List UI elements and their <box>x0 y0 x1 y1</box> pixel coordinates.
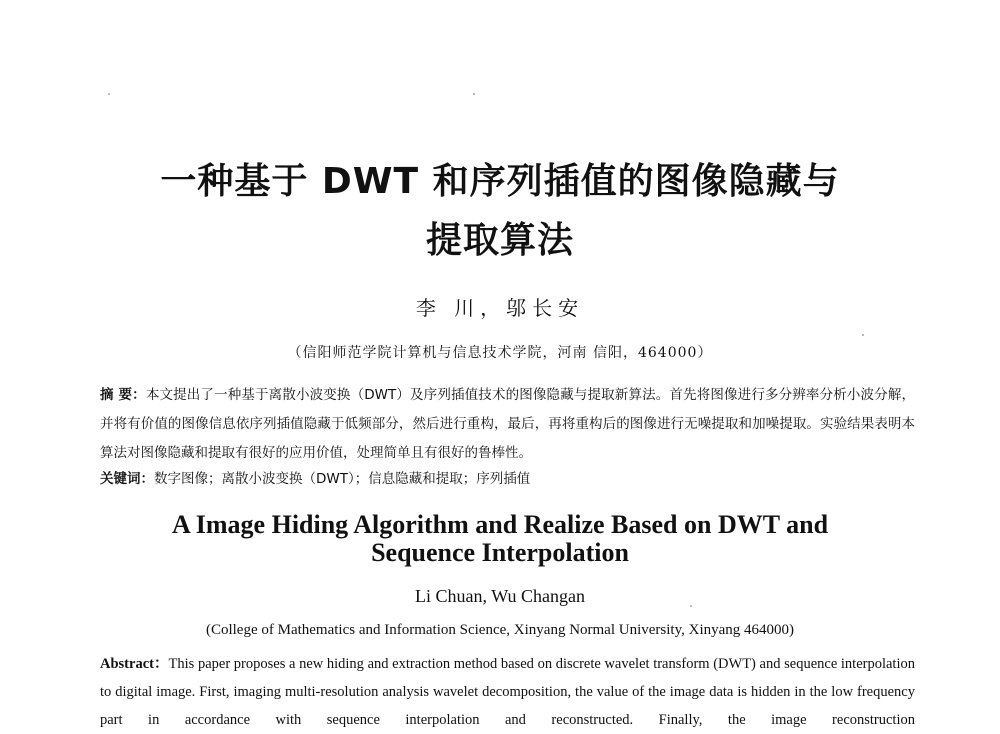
scan-speck <box>690 605 692 607</box>
english-abstract <box>100 650 915 734</box>
english-authors: Li Chuan, Wu Changan <box>415 586 585 606</box>
english-affiliation: (College of Mathematics and Information Science, Xinyang Normal University, Xinyang 464000) <box>205 622 795 638</box>
english-abstract-text: This paper proposes a new hiding and extraction method based on discrete wavelet transform (DWT) and sequence interpolation to digital image. First, imaging multi-resolution analysis wavelet decomposition, the value of the image data is hidden in the low frequency part in accordance with sequence interpolation and reconstructed. Finally, the image reconstruction <box>100 656 915 728</box>
chinese-keywords-label: 关键词： <box>100 471 154 487</box>
scan-speck <box>862 334 864 336</box>
scan-speck <box>108 93 110 95</box>
scan-speck <box>473 93 475 95</box>
chinese-authors: 李 川，邬长安 <box>415 296 585 320</box>
chinese-abstract <box>100 381 915 468</box>
english-title-line-1: A Image Hiding Algorithm and Realize Based on DWT and <box>171 510 829 539</box>
chinese-affiliation: （信阳师范学院计算机与信息技术学院，河南 信阳，464000） <box>287 345 713 361</box>
chinese-title-line-2: 提取算法 <box>425 220 574 261</box>
english-abstract-label: Abstract： <box>100 656 169 672</box>
english-title-line-2: Sequence Interpolation <box>371 538 629 567</box>
chinese-abstract-label: 摘 要： <box>100 387 146 403</box>
chinese-keywords <box>100 467 915 487</box>
chinese-keywords-text: 数字图像；离散小波变换（DWT）；信息隐藏和提取；序列插值 <box>154 471 531 487</box>
chinese-abstract-text: 本文提出了一种基于离散小波变换（DWT）及序列插值技术的图像隐藏与提取新算法。首先将图像进行多分辨率分析小波分解，并将有价值的图像信息依序列插值隐藏于低频部分，然后进行重构，最后，再将重构后的图像进行无噪提取和加噪提取。实验结果表明本算法对图像隐藏和提取有很好的应用价值，处理简单且有很好的鲁棒性。 <box>100 387 915 461</box>
chinese-title-line-1: 一种基于 DWT 和序列插值的图像隐藏与 <box>160 161 840 202</box>
